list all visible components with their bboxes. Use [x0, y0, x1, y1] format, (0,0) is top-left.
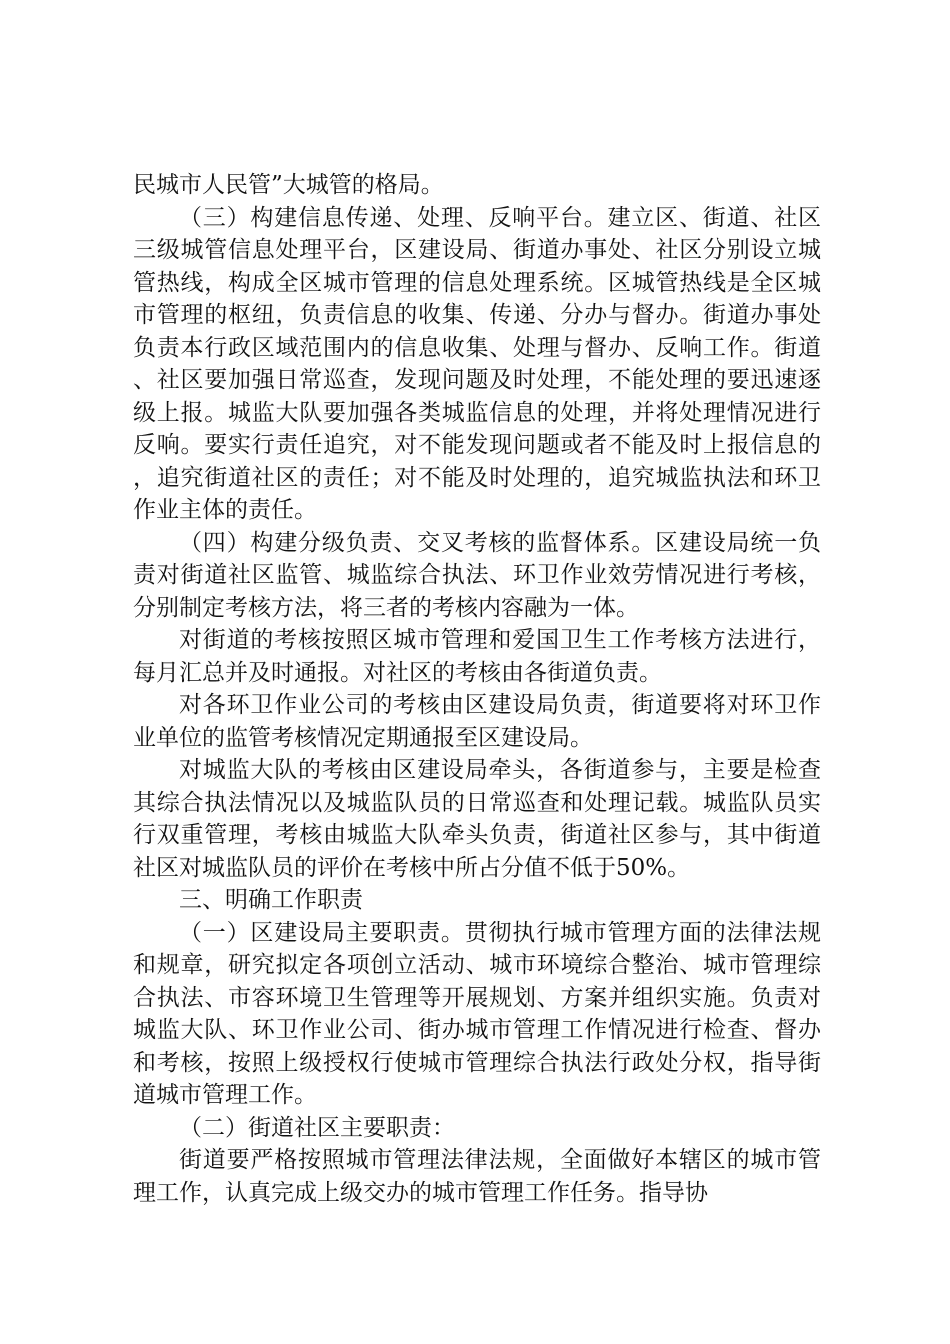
paragraph-street-duties: 街道要严格按照城市管理法律法规，全面做好本辖区的城市管理工作，认真完成上级交办的城市管理工作任务。指导协 [133, 1147, 821, 1206]
paragraph-supervision-system: （四）构建分级负责、交叉考核的监督体系。区建设局统一负责对街道社区监管、城监综合执法、环卫作业效劳情况进行考核，分别制定考核方法，将三者的考核内容融为一体。 [133, 529, 821, 621]
document-body [133, 169, 821, 1209]
paragraph-sanitation-assessment: 对各环卫作业公司的考核由区建设局负责，街道要将对环卫作业单位的监管考核情况定期通报至区建设局。 [133, 692, 821, 751]
section-heading-duties: 三、明确工作职责 [179, 887, 363, 913]
paragraph-inspection-assessment: 对城监大队的考核由区建设局牵头，各街道参与，主要是检查其综合执法情况以及城监队员的日常巡查和处理记载。城监队员实行双重管理，考核由城监大队牵头负责，街道社区参与，其中街道社区对城监队员的评价在考核中所占分值不低于50%。 [133, 757, 821, 881]
paragraph-street-duties-heading: （二）街道社区主要职责： [179, 1114, 455, 1141]
paragraph-street-assessment: 对街道的考核按照区城市管理和爱国卫生工作考核方法进行，每月汇总并及时通报。对社区的考核由各街道负责。 [133, 627, 821, 686]
paragraph-info-platform: （三）构建信息传递、处理、反响平台。建立区、街道、社区三级城管信息处理平台，区建设局、街道办事处、社区分别设立城管热线，构成全区城市管理的信息处理系统。区城管热线是全区城市管理的枢纽，负责信息的收集、传递、分办与督办。街道办事处负责本行政区域范围内的信息收集、处理与督办、反响工作。街道、社区要加强日常巡查，发现问题及时处理，不能处理的要迅速逐级上报。城监大队要加强各类城监信息的处理，并将处理情况进行反响。要实行责任追究，对不能发现问题或者不能及时上报信息的，追究街道社区的责任；对不能及时处理的，追究城监执法和环卫作业主体的责任。 [133, 204, 821, 523]
paragraph-bureau-duties: （一）区建设局主要职责。贯彻执行城市管理方面的法律法规和规章，研究拟定各项创立活动、城市环境综合整治、城市管理综合执法、市容环境卫生管理等开展规划、方案并组织实施。负责对城监大队、环卫作业公司、街办城市管理工作情况进行检查、督办和考核，按照上级授权行使城市管理综合执法行政处分权，指导街道城市管理工作。 [133, 919, 821, 1108]
paragraph-continuation: 民城市人民管”大城管的格局。 [133, 172, 444, 198]
